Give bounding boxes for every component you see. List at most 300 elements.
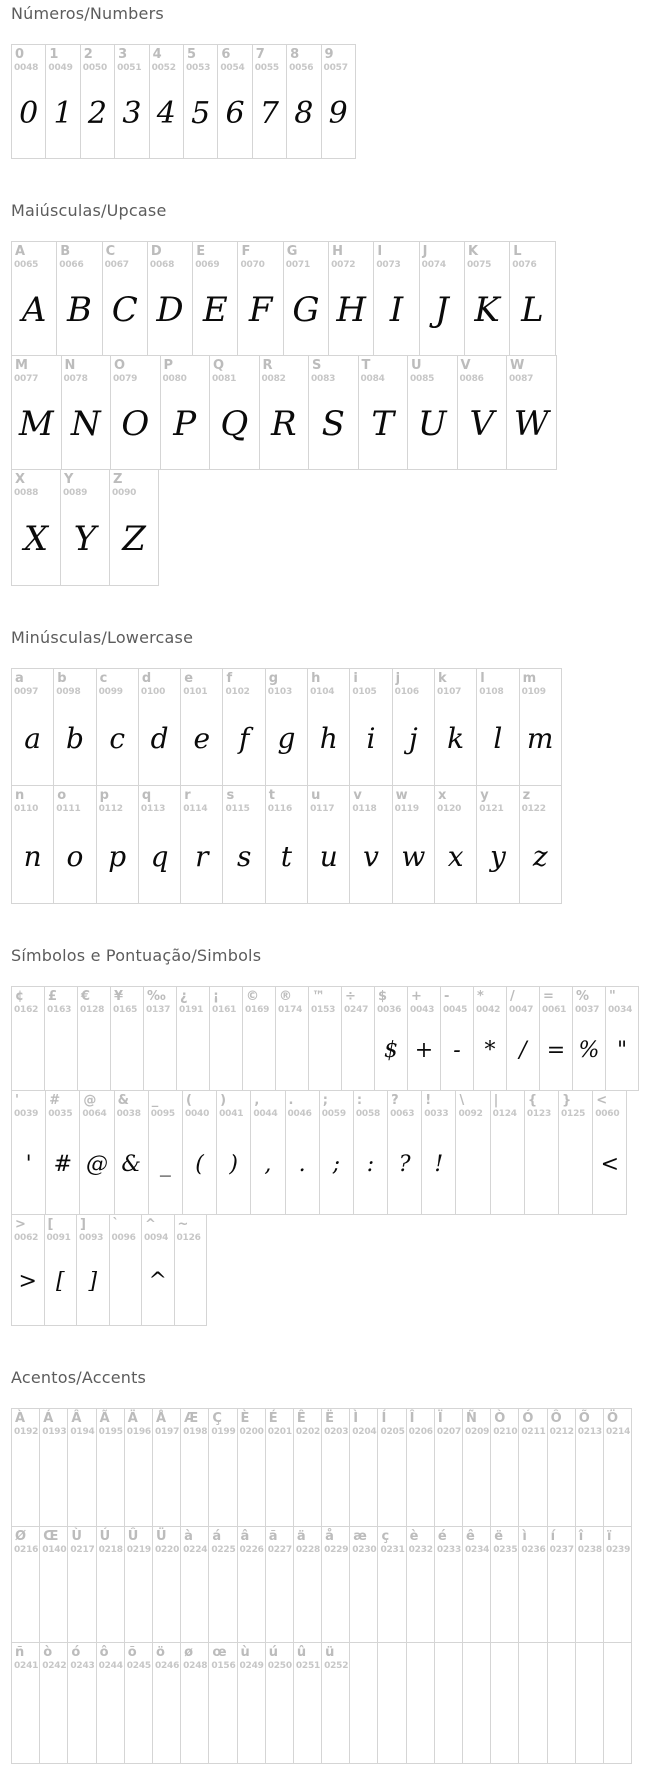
cell-glyph [350,1437,377,1526]
cell-character-label: ¥ [114,989,124,1004]
cell-unicode-code: 0079 [113,374,138,384]
glyph-cell [524,1090,559,1215]
cell-glyph [322,1437,349,1526]
glyph-row [11,1408,661,1527]
cell-character-label: B [60,244,71,259]
glyph-cell [558,1090,593,1215]
cell-character-label: s [226,788,235,803]
glyph-cell [222,668,265,786]
cell-unicode-code: 0117 [310,804,335,814]
cell-glyph [491,1646,518,1763]
cell-glyph: u [319,839,338,873]
cell-character-label: ä [296,1529,306,1544]
glyph-cell [308,986,342,1091]
cell-glyph [576,1646,603,1763]
cell-glyph: . [298,1151,306,1177]
cell-unicode-code: 0095 [150,1109,175,1119]
glyph-cell [321,1526,350,1643]
cell-unicode-code: 0229 [324,1545,349,1555]
cell-character-label: $ [378,989,388,1004]
glyph-cell [319,1090,354,1215]
cell-character-label: Á [43,1411,54,1426]
glyph-cell [407,986,441,1091]
cell-unicode-code: 0084 [360,374,385,384]
cell-unicode-code: 0077 [14,374,39,384]
cell-unicode-code: 0219 [126,1545,151,1555]
cell-glyph: m [526,722,554,755]
cell-unicode-code: 0123 [526,1109,552,1119]
glyph-cell [114,1090,149,1215]
cell-character-label: ^ [145,1217,156,1232]
cell-character-label: U [411,358,422,373]
cell-unicode-code: 0107 [436,687,462,697]
cell-glyph: Z [122,519,146,559]
cell-character-label: Q [213,358,225,373]
cell-glyph: T [371,404,395,444]
cell-character-label: À [15,1411,26,1426]
cell-glyph: * [484,1037,496,1063]
cell-character-label: n [15,788,25,803]
cell-glyph [209,1555,236,1642]
cell-character-label: e [184,671,194,686]
cell-character-label: : [356,1093,363,1108]
cell-character-label: ~ [177,1217,189,1232]
cell-unicode-code: 0165 [113,1005,138,1015]
cell-character-label: & [117,1093,129,1108]
cell-unicode-code: 0106 [394,687,419,697]
glyph-cell [293,1408,322,1527]
cell-character-label: É [268,1411,278,1426]
cell-character-label: 8 [290,47,300,62]
cell-unicode-code: 0072 [331,260,356,270]
glyph-cell [77,986,111,1091]
glyph-table-symbols [11,986,661,1326]
cell-character-label: > [15,1217,26,1232]
cell-unicode-code: 0080 [162,374,187,384]
cell-unicode-code: 0161 [212,1005,237,1015]
cell-glyph: O [121,404,150,444]
cell-character-label: t [268,788,275,803]
cell-unicode-code: 0216 [14,1545,39,1555]
glyph-cell [56,241,102,356]
cell-unicode-code: 0104 [310,687,335,697]
glyph-cell [547,1642,576,1764]
cell-unicode-code: 0200 [239,1427,264,1437]
glyph-cell [265,1408,294,1527]
cell-character-label: 6 [221,47,231,62]
cell-unicode-code: 0058 [355,1109,381,1119]
cell-unicode-code: 0073 [376,260,401,270]
cell-unicode-code: 0046 [287,1109,312,1119]
glyph-cell [152,1408,181,1527]
cell-glyph [181,1671,208,1763]
glyph-cell [519,668,562,786]
cell-unicode-code: 0081 [212,374,237,384]
cell-character-label: w [395,788,408,803]
cell-unicode-code: 0115 [225,804,250,814]
glyph-cell [490,1408,519,1527]
glyph-cell [518,1526,547,1643]
cell-unicode-code: 0065 [14,260,39,270]
cell-glyph [97,1555,124,1642]
cell-glyph: ^ [148,1269,167,1294]
cell-character-label: 3 [118,47,128,62]
cell-unicode-code: 0236 [521,1545,546,1555]
cell-glyph: s [236,839,252,873]
cell-character-label: } [562,1093,572,1108]
glyph-cell [506,355,557,470]
cell-glyph: D [156,290,184,330]
cell-character-label: - [444,989,450,1004]
cell-glyph: r [195,839,209,873]
cell-character-label: + [411,989,422,1004]
cell-character-label: Û [127,1529,139,1544]
cell-unicode-code: 0250 [267,1661,292,1671]
glyph-cell [152,1526,181,1643]
cell-glyph [322,1555,349,1642]
cell-unicode-code: 0102 [225,687,250,697]
section-symbols [11,946,661,1326]
cell-unicode-code: 0068 [149,260,175,270]
cell-glyph [238,1437,265,1526]
glyph-cell [160,355,211,470]
cell-glyph: 5 [191,95,211,131]
cell-unicode-code: 0206 [408,1427,433,1437]
cell-unicode-code: 0043 [410,1005,435,1015]
cell-glyph [68,1671,95,1763]
cell-glyph: g [277,722,296,755]
glyph-cell [518,1408,547,1527]
cell-character-label: Î [409,1411,415,1426]
glyph-cell [176,986,210,1091]
cell-unicode-code: 0156 [211,1661,236,1671]
glyph-cell [11,469,61,586]
glyph-cell [547,1526,576,1643]
cell-character-label: Ü [155,1529,167,1544]
cell-character-label: # [49,1093,61,1108]
cell-glyph: I [389,290,404,330]
cell-unicode-code: 0249 [239,1661,264,1671]
cell-glyph [309,1015,341,1090]
glyph-cell [109,1214,143,1326]
cell-character-label: E [196,244,206,259]
cell-character-label: ¿ [180,989,188,1004]
cell-unicode-code: 0113 [140,804,166,814]
cell-unicode-code: 0071 [285,260,311,270]
glyph-cell [572,986,606,1091]
glyph-cell [114,44,149,159]
cell-glyph: > [18,1269,37,1294]
cell-character-label: ! [425,1093,432,1108]
cell-glyph [548,1437,575,1526]
cell-glyph [378,1437,405,1526]
glyph-cell [377,1642,406,1764]
cell-unicode-code: 0078 [63,374,88,384]
cell-glyph: H [336,290,367,330]
glyph-cell [575,1408,604,1527]
glyph-cell [110,355,161,470]
cell-character-label: A [15,244,26,259]
cell-unicode-code: 0207 [436,1427,462,1437]
section-lowercase [11,628,661,904]
glyph-cell [349,785,392,904]
cell-character-label: ü [325,1645,335,1660]
cell-character-label: W [510,358,525,373]
glyph-cell [180,785,223,904]
glyph-cell [53,785,96,904]
glyph-cell [392,668,435,786]
cell-character-label: v [353,788,362,803]
cell-glyph [40,1555,67,1642]
glyph-cell [180,668,223,786]
glyph-cell [440,986,474,1091]
glyph-cell [592,1090,627,1215]
cell-glyph: Y [73,519,97,559]
cell-unicode-code: 0067 [104,260,129,270]
glyph-cell [265,668,308,786]
cell-glyph [604,1646,631,1763]
cell-unicode-code: 0201 [267,1427,292,1437]
cell-glyph: X [23,519,49,559]
cell-glyph [548,1555,575,1642]
cell-character-label: Ó [522,1411,534,1426]
cell-character-label: ò [43,1645,53,1660]
glyph-cell [152,1642,181,1764]
cell-glyph [97,1671,124,1763]
cell-character-label: c [99,671,108,686]
glyph-cell [490,1642,519,1764]
cell-glyph [604,1437,631,1526]
cell-character-label: é [437,1529,447,1544]
cell-character-label: £ [48,989,58,1004]
cell-character-label: X [15,472,26,487]
glyph-cell [11,1090,46,1215]
glyph-cell [434,1526,463,1643]
cell-character-label: ú [268,1645,278,1660]
cell-unicode-code: 0083 [311,374,336,384]
glyph-cell [180,1642,209,1764]
glyph-cell [11,44,46,159]
glyph-cell [285,1090,320,1215]
cell-character-label: Õ [578,1411,590,1426]
glyph-row [11,355,661,470]
cell-glyph [576,1437,603,1526]
cell-unicode-code: 0070 [240,260,265,270]
cell-unicode-code: 0193 [42,1427,67,1437]
cell-glyph: 7 [259,95,279,131]
glyph-cell [490,1526,519,1643]
cell-unicode-code: 0094 [144,1233,169,1243]
cell-unicode-code: 0212 [549,1427,574,1437]
cell-unicode-code: 0241 [14,1661,39,1671]
glyph-cell [353,1090,388,1215]
cell-glyph [378,1555,405,1642]
cell-glyph: f [238,722,250,755]
cell-unicode-code: 0050 [82,63,108,73]
glyph-table-uppercase [11,241,661,586]
glyph-cell [11,1642,40,1764]
glyph-cell [252,44,287,159]
cell-glyph: & [121,1151,141,1177]
cell-glyph [378,1646,405,1763]
cell-glyph: - [453,1037,461,1063]
cell-unicode-code: 0062 [14,1233,39,1243]
cell-unicode-code: 0202 [295,1427,321,1437]
glyph-cell [490,1090,525,1215]
cell-unicode-code: 0125 [561,1109,586,1119]
cell-glyph: 6 [225,95,245,131]
cell-unicode-code: 0057 [323,63,348,73]
cell-unicode-code: 0239 [605,1545,631,1555]
cell-character-label: M [15,358,28,373]
glyph-row [11,986,661,1091]
cell-unicode-code: 0056 [289,63,314,73]
section-title-uppercase: Maiúsculas/Upcase [11,201,167,220]
cell-glyph [181,1437,208,1526]
glyph-cell [192,241,238,356]
cell-unicode-code: 0247 [344,1005,369,1015]
glyph-row [11,1214,661,1326]
cell-glyph [209,1437,236,1526]
cell-character-label: d [141,671,152,686]
glyph-cell [39,1526,68,1643]
glyph-cell [222,785,265,904]
cell-character-label: O [114,358,126,373]
glyph-cell [237,1526,266,1643]
cell-glyph: a [24,722,41,755]
glyph-cell [421,1090,456,1215]
glyph-cell [462,1526,491,1643]
glyph-cell [275,986,309,1091]
cell-unicode-code: 0042 [476,1005,501,1015]
cell-glyph: 8 [294,95,314,131]
cell-glyph: 3 [122,95,142,131]
glyph-cell [237,1408,266,1527]
cell-unicode-code: 0205 [380,1427,405,1437]
cell-character-label: œ [212,1645,227,1660]
cell-unicode-code: 0035 [48,1109,73,1119]
cell-character-label: 7 [255,47,265,62]
glyph-cell [96,1526,125,1643]
cell-character-label: F [241,244,251,259]
cell-character-label: Ä [127,1411,138,1426]
cell-unicode-code: 0119 [394,804,419,814]
glyph-cell [96,785,139,904]
cell-glyph: v [363,839,379,873]
cell-unicode-code: 0061 [542,1005,567,1015]
glyph-cell [96,1642,125,1764]
cell-unicode-code: 0109 [521,687,546,697]
glyph-cell [110,986,144,1091]
glyph-cell [60,469,110,586]
cell-glyph [125,1671,152,1763]
cell-glyph: [ [55,1269,65,1294]
cell-character-label: ê [466,1529,475,1544]
glyph-cell [321,44,356,159]
cell-character-label: ñ [15,1645,25,1660]
cell-unicode-code: 0116 [267,804,293,814]
cell-unicode-code: 0196 [126,1427,151,1437]
glyph-cell [149,44,184,159]
cell-glyph [210,1015,242,1090]
cell-unicode-code: 0040 [184,1109,210,1119]
cell-unicode-code: 0105 [352,687,377,697]
cell-glyph: w [401,839,426,873]
cell-unicode-code: 0054 [220,63,245,73]
cell-character-label: , [254,1093,260,1108]
glyph-cell [341,986,375,1091]
cell-character-label: _ [151,1093,159,1108]
cell-character-label: Ã [99,1411,110,1426]
glyph-cell [216,1090,251,1215]
cell-glyph: y [490,839,506,873]
glyph-cell [209,986,243,1091]
cell-glyph: j [408,722,418,755]
cell-glyph [491,1437,518,1526]
cell-character-label: Ú [99,1529,111,1544]
cell-character-label: K [467,244,479,259]
cell-glyph [350,1646,377,1763]
cell-unicode-code: 0092 [458,1109,483,1119]
cell-glyph [45,1015,77,1090]
cell-character-label: T [361,358,371,373]
cell-glyph: b [65,722,84,755]
cell-character-label: x [437,788,447,803]
cell-unicode-code: 0090 [112,488,137,498]
cell-character-label: õ [127,1645,137,1660]
cell-unicode-code: 0049 [48,63,73,73]
cell-character-label: ÷ [345,989,356,1004]
cell-glyph [463,1437,490,1526]
cell-character-label: H [332,244,343,259]
glyph-row [11,785,661,904]
glyph-row [11,469,661,586]
cell-glyph: E [202,290,228,330]
glyph-cell [67,1642,96,1764]
cell-unicode-code: 0252 [324,1661,349,1671]
cell-character-label: z [522,788,531,803]
cell-glyph: " [616,1037,628,1063]
cell-unicode-code: 0226 [239,1545,264,1555]
cell-glyph: ( [195,1151,204,1177]
cell-unicode-code: 0251 [295,1661,321,1671]
cell-character-label: Í [381,1411,387,1426]
cell-unicode-code: 0111 [56,804,81,814]
glyph-cell [79,1090,114,1215]
cell-character-label: Å [155,1411,166,1426]
cell-unicode-code: 0063 [390,1109,415,1119]
glyph-cell [434,668,477,786]
cell-character-label: Ñ [466,1411,477,1426]
cell-character-label: D [150,244,162,259]
cell-unicode-code: 0086 [459,374,484,384]
glyph-cell [293,1526,322,1643]
glyph-cell [321,1642,350,1764]
cell-character-label: ô [99,1645,109,1660]
cell-glyph [144,1015,176,1090]
cell-character-label: g [268,671,279,686]
cell-unicode-code: 0089 [63,488,88,498]
cell-unicode-code: 0088 [14,488,39,498]
cell-glyph: L [521,290,544,330]
glyph-cell [138,668,181,786]
glyph-cell [11,1214,45,1326]
cell-character-label: Ô [550,1411,562,1426]
glyph-cell [509,241,555,356]
cell-glyph: x [447,839,464,873]
cell-unicode-code: 0210 [493,1427,518,1437]
glyph-cell [124,1526,153,1643]
